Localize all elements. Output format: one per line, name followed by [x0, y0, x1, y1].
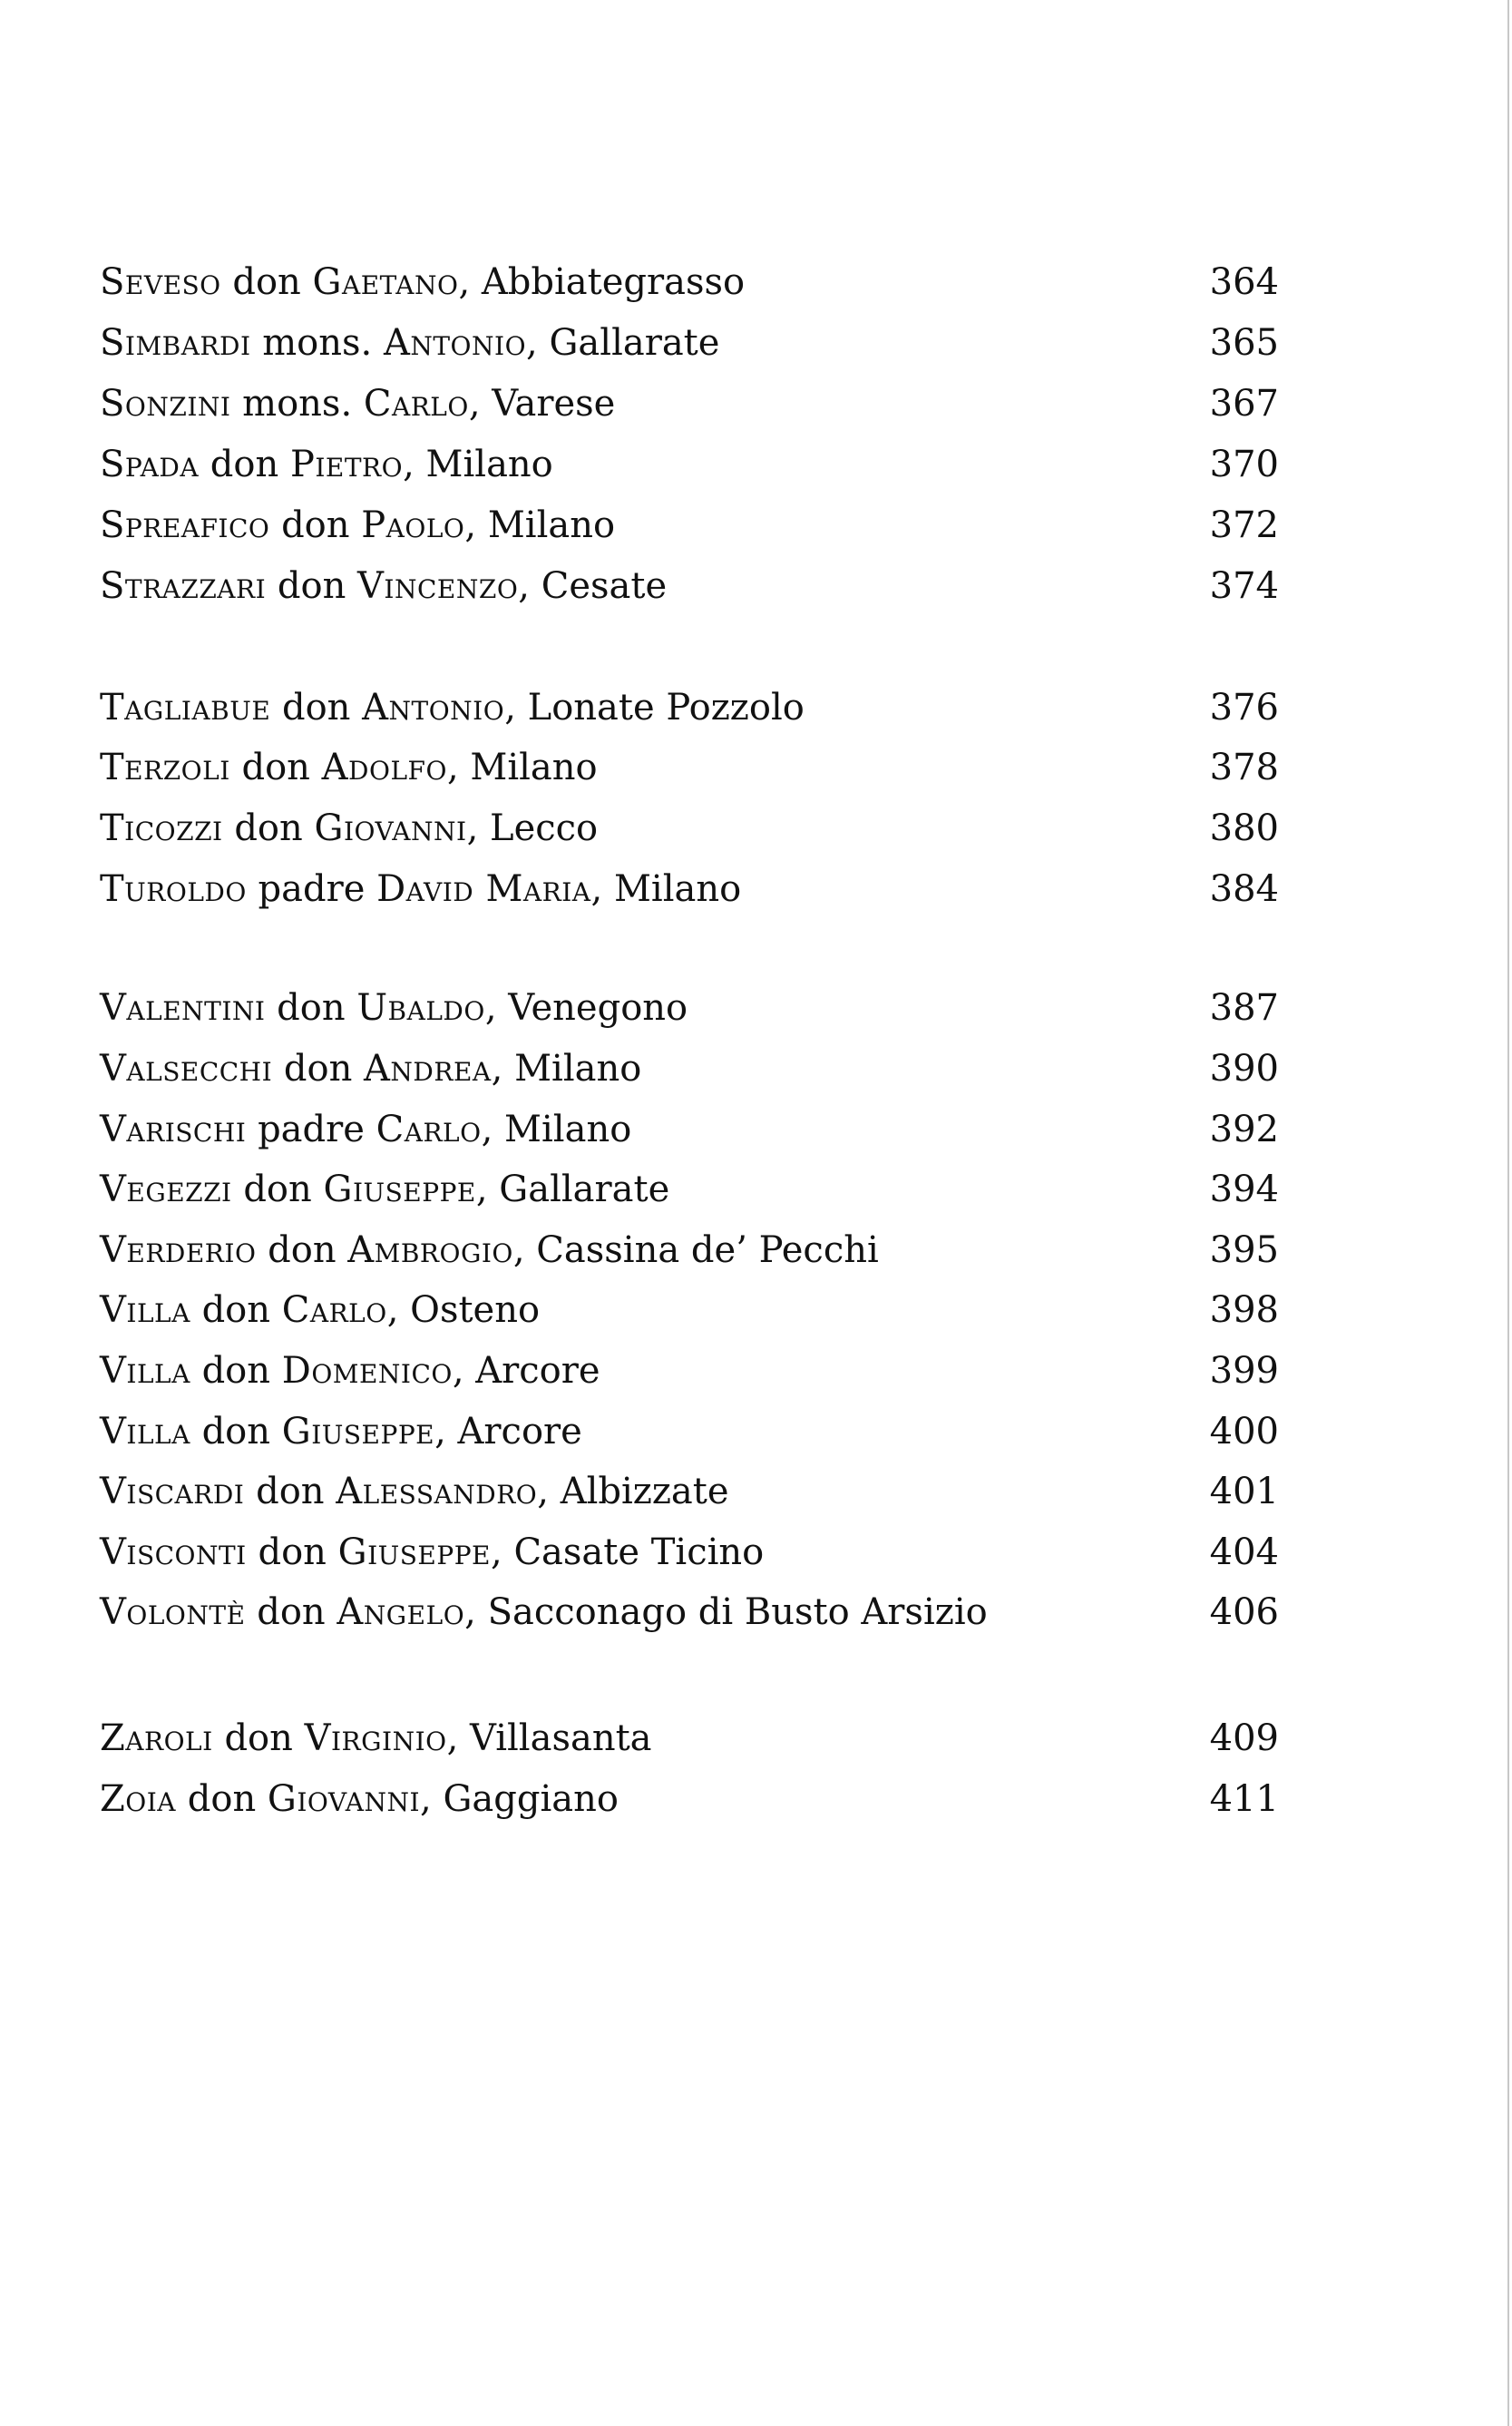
- entry-place: Arcore: [475, 1350, 600, 1392]
- entry-given-name: Alessandro: [336, 1471, 538, 1512]
- index-entry: [100, 374, 1279, 434]
- index-entry: [100, 1100, 1279, 1159]
- entry-place: Milano: [613, 868, 742, 910]
- entry-title: don: [243, 1169, 312, 1210]
- entry-given-name: Giovanni: [267, 1778, 420, 1820]
- entry-page-number: 376: [1209, 687, 1279, 729]
- entry-place: Gallarate: [499, 1169, 670, 1210]
- entry-title: don: [187, 1778, 257, 1820]
- entry-page-number: 390: [1209, 1048, 1279, 1090]
- entry-given-name: Antonio: [383, 322, 527, 364]
- entry-page-number: 372: [1209, 504, 1279, 546]
- entry-given-name: Giuseppe: [281, 1411, 435, 1453]
- index-entry: [100, 798, 1279, 858]
- index-entry: [100, 1280, 1279, 1340]
- entry-given-name: Carlo: [281, 1289, 387, 1331]
- entry-name: Spada don Pietro, Milano: [100, 444, 553, 485]
- entry-name: Visconti don Giuseppe, Casate Ticino: [100, 1531, 765, 1573]
- entry-name: Simbardi mons. Antonio, Gallarate: [100, 322, 720, 364]
- entry-name: Volontè don Angelo, Sacconago di Busto Arsizio: [100, 1591, 988, 1633]
- entry-page-number: 370: [1209, 444, 1279, 485]
- index-entry: [100, 313, 1279, 373]
- entry-given-name: Antonio: [362, 687, 505, 729]
- entry-page-number: 380: [1209, 807, 1279, 849]
- entry-surname: Vegezzi: [100, 1169, 232, 1210]
- entry-title: padre: [258, 868, 366, 910]
- entry-page-number: 406: [1209, 1591, 1279, 1633]
- entry-name: Terzoli don Adolfo, Milano: [100, 747, 598, 788]
- index-entry: [100, 738, 1279, 797]
- entry-place: Milano: [504, 1109, 632, 1150]
- entry-page-number: 411: [1209, 1778, 1279, 1820]
- entry-name: Vegezzi don Giuseppe, Gallarate: [100, 1169, 670, 1210]
- entry-surname: Turoldo: [100, 868, 247, 910]
- entry-place: Gallarate: [549, 322, 720, 364]
- entry-name: Villa don Carlo, Osteno: [100, 1289, 541, 1331]
- index-entry: [100, 1462, 1279, 1521]
- entry-name: Valsecchi don Andrea, Milano: [100, 1048, 642, 1090]
- entry-title: don: [277, 987, 346, 1029]
- entry-surname: Visconti: [100, 1531, 247, 1573]
- entry-given-name: Virginio: [304, 1717, 447, 1759]
- entry-name: Varischi padre Carlo, Milano: [100, 1109, 632, 1150]
- entry-title: don: [224, 1717, 293, 1759]
- entry-surname: Valsecchi: [100, 1048, 273, 1090]
- entry-name: Turoldo padre David Maria, Milano: [100, 868, 742, 910]
- entry-surname: Spada: [100, 444, 200, 485]
- entry-name: Sonzini mons. Carlo, Varese: [100, 383, 616, 425]
- entry-surname: Sonzini: [100, 383, 231, 425]
- entry-title: don: [277, 565, 346, 607]
- entry-title: don: [256, 1471, 325, 1512]
- entry-title: don: [234, 807, 303, 849]
- entry-surname: Terzoli: [100, 747, 230, 788]
- entry-title: don: [241, 747, 310, 788]
- entry-surname: Viscardi: [100, 1471, 245, 1512]
- index-entry: [100, 1522, 1279, 1582]
- entry-name: Viscardi don Alessandro, Albizzate: [100, 1471, 729, 1512]
- entry-page-number: 364: [1209, 261, 1279, 303]
- entry-place: Lecco: [490, 807, 599, 849]
- entry-title: don: [281, 504, 350, 546]
- entry-given-name: Paolo: [361, 504, 465, 546]
- entry-place: Abbiategrasso: [481, 261, 746, 303]
- index-entry: [100, 1708, 1279, 1768]
- entry-page-number: 400: [1209, 1411, 1279, 1453]
- entry-name: Verderio don Ambrogio, Cassina de’ Pecchi: [100, 1229, 879, 1271]
- entry-title: don: [268, 1229, 337, 1271]
- entry-given-name: Adolfo: [321, 747, 447, 788]
- entry-title: mons.: [242, 383, 353, 425]
- index-entry: [100, 1769, 1279, 1829]
- entry-given-name: Giuseppe: [323, 1169, 476, 1210]
- entry-name: Strazzari don Vincenzo, Cesate: [100, 565, 668, 607]
- entry-title: don: [283, 1048, 353, 1090]
- index-entry: [100, 1402, 1279, 1462]
- entry-title: don: [258, 1531, 327, 1573]
- entry-surname: Villa: [100, 1411, 190, 1453]
- entry-page-number: 398: [1209, 1289, 1279, 1331]
- entry-page-number: 367: [1209, 383, 1279, 425]
- entry-title: don: [232, 261, 301, 303]
- entry-place: Casate Ticino: [513, 1531, 765, 1573]
- entry-given-name: Andrea: [364, 1048, 492, 1090]
- entry-page-number: 392: [1209, 1109, 1279, 1150]
- entry-surname: Valentini: [100, 987, 266, 1029]
- index-entry: [100, 1582, 1279, 1642]
- entry-page-number: 404: [1209, 1531, 1279, 1573]
- entry-page-number: 409: [1209, 1717, 1279, 1759]
- entry-page-number: 387: [1209, 987, 1279, 1029]
- entry-page-number: 395: [1209, 1229, 1279, 1271]
- entry-place: Villasanta: [470, 1717, 652, 1759]
- entry-given-name: David Maria: [376, 868, 591, 910]
- entry-surname: Zaroli: [100, 1717, 213, 1759]
- entry-given-name: Carlo: [376, 1109, 482, 1150]
- entry-place: Varese: [492, 383, 616, 425]
- entry-place: Cesate: [541, 565, 668, 607]
- entry-surname: Ticozzi: [100, 807, 223, 849]
- entry-given-name: Ambrogio: [347, 1229, 513, 1271]
- entry-given-name: Ubaldo: [356, 987, 485, 1029]
- entry-name: Zoia don Giovanni, Gaggiano: [100, 1778, 619, 1820]
- entry-place: Cassina de’ Pecchi: [536, 1229, 879, 1271]
- entry-name: Zaroli don Virginio, Villasanta: [100, 1717, 652, 1759]
- entry-page-number: 394: [1209, 1169, 1279, 1210]
- entry-surname: Spreafico: [100, 504, 270, 546]
- entry-name: Spreafico don Paolo, Milano: [100, 504, 616, 546]
- index-entry: [100, 1159, 1279, 1219]
- entry-place: Albizzate: [560, 1471, 729, 1512]
- index-entry: [100, 1039, 1279, 1099]
- entry-name: Tagliabue don Antonio, Lonate Pozzolo: [100, 687, 805, 729]
- entry-surname: Zoia: [100, 1778, 177, 1820]
- entry-title: don: [201, 1350, 271, 1392]
- entry-title: don: [201, 1411, 271, 1453]
- entry-place: Milano: [425, 444, 553, 485]
- entry-name: Valentini don Ubaldo, Venegono: [100, 987, 688, 1029]
- entry-surname: Volontè: [100, 1591, 246, 1633]
- entry-surname: Varischi: [100, 1109, 247, 1150]
- index-entry: [100, 495, 1279, 555]
- entry-surname: Verderio: [100, 1229, 257, 1271]
- entry-place: Arcore: [457, 1411, 582, 1453]
- entry-given-name: Domenico: [281, 1350, 453, 1392]
- entry-title: don: [210, 444, 279, 485]
- entry-given-name: Angelo: [337, 1591, 465, 1633]
- index-entry: [100, 252, 1279, 312]
- entry-name: Villa don Domenico, Arcore: [100, 1350, 600, 1392]
- entry-place: Milano: [470, 747, 598, 788]
- entry-given-name: Pietro: [289, 444, 404, 485]
- entry-place: Lonate Pozzolo: [527, 687, 805, 729]
- entry-title: mons.: [262, 322, 373, 364]
- entry-title: padre: [258, 1109, 365, 1150]
- entry-name: Seveso don Gaetano, Abbiategrasso: [100, 261, 746, 303]
- entry-place: Milano: [487, 504, 616, 546]
- entry-given-name: Vincenzo: [357, 565, 519, 607]
- entry-given-name: Giuseppe: [337, 1531, 491, 1573]
- entry-title: don: [281, 687, 351, 729]
- index-entry: [100, 435, 1279, 494]
- entry-page-number: 399: [1209, 1350, 1279, 1392]
- index-entry: [100, 859, 1279, 919]
- entry-page-number: 374: [1209, 565, 1279, 607]
- entry-page-number: 384: [1209, 868, 1279, 910]
- entry-page-number: 365: [1209, 322, 1279, 364]
- index-entry: [100, 978, 1279, 1038]
- entry-surname: Tagliabue: [100, 687, 271, 729]
- entry-page-number: 378: [1209, 747, 1279, 788]
- entry-title: don: [257, 1591, 326, 1633]
- entry-place: Sacconago di Busto Arsizio: [487, 1591, 988, 1633]
- entry-surname: Villa: [100, 1350, 190, 1392]
- index-entry: [100, 678, 1279, 738]
- entry-surname: Villa: [100, 1289, 190, 1331]
- entry-place: Milano: [514, 1048, 642, 1090]
- entry-name: Ticozzi don Giovanni, Lecco: [100, 807, 599, 849]
- index-entry: [100, 556, 1279, 616]
- entry-given-name: Giovanni: [314, 807, 467, 849]
- entry-given-name: Gaetano: [312, 261, 459, 303]
- entry-place: Gaggiano: [443, 1778, 619, 1820]
- index-entry: [100, 1341, 1279, 1401]
- entry-page-number: 401: [1209, 1471, 1279, 1512]
- entry-title: don: [201, 1289, 271, 1331]
- index-entry: [100, 1220, 1279, 1280]
- entry-place: Venegono: [508, 987, 688, 1029]
- entry-surname: Strazzari: [100, 565, 267, 607]
- entry-surname: Seveso: [100, 261, 221, 303]
- entry-name: Villa don Giuseppe, Arcore: [100, 1411, 582, 1453]
- entry-place: Osteno: [410, 1289, 541, 1331]
- entry-given-name: Carlo: [363, 383, 469, 425]
- entry-surname: Simbardi: [100, 322, 251, 364]
